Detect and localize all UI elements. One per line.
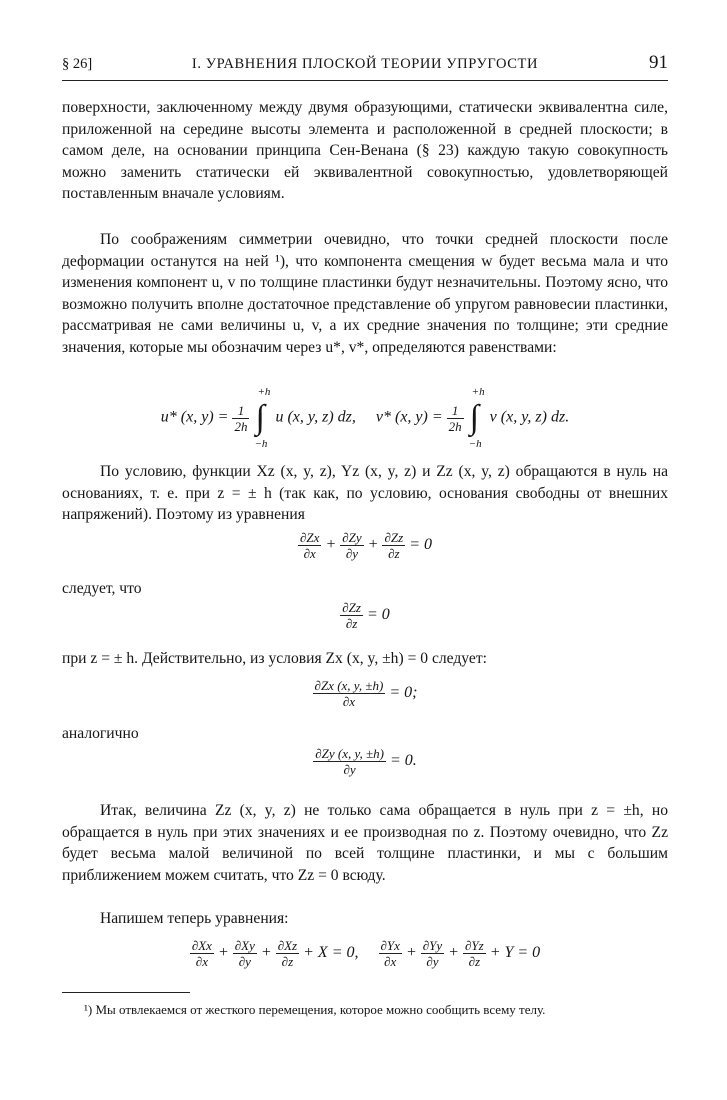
- plus-sign: +: [325, 536, 337, 554]
- eq6-b3-den: ∂z: [468, 954, 481, 969]
- plus-sign: +: [405, 944, 417, 962]
- eq5-num: ∂Zy (x, y, ±h): [315, 746, 384, 761]
- paragraph-8: Напишем теперь уравнения:: [100, 910, 289, 927]
- eq6-b2: [421, 938, 444, 969]
- eq6-a3-num: ∂Xz: [277, 938, 298, 953]
- eq2-rhs: = 0: [409, 536, 432, 554]
- integral-upper-limit-v: +h: [471, 386, 485, 398]
- eq4-rhs: = 0;: [389, 684, 418, 702]
- eq6-a3-den: ∂z: [281, 954, 294, 969]
- section-reference: § 26]: [62, 56, 93, 72]
- eq2-t1-den: ∂x: [303, 546, 316, 561]
- equation-averages: [62, 386, 668, 450]
- eq1-fraction-u: [232, 403, 249, 434]
- eq1-integrand-u: u (x, y, z) dz,: [275, 408, 356, 426]
- eq2-t2-den: ∂y: [345, 546, 359, 561]
- eq1-lhs-u: u* (x, y) =: [160, 408, 229, 426]
- plus-sign: +: [260, 944, 272, 962]
- eq2-t3-den: ∂z: [388, 546, 400, 561]
- paragraph-2: По соображениям симметрии очевидно, что точки средней плоскости после деформации останутся на ней ¹), что компонента смещения w будет весьма мала и что изменения компонент u, v по толщине пластинки будут незначительны. Поэтому ясно, что возможно получить вполне достаточное представление об упругом равновесии пластинки, рассматривая не сами величины u, v, а их средние значения по толщине; эти средние значения, которые мы обозначим через u*, v*, определяются равенствами:: [62, 231, 668, 356]
- paragraph-3: По условию, функции Xz (x, y, z), Yz (x, y, z) и Zz (x, y, z) обращаются в нуль на основаниях, т. е. при z = ± h (так как, по условию, основания свободны от внешних напряжений). Поэтому из уравнения: [62, 463, 668, 523]
- equation-dzz: [62, 600, 668, 631]
- eq2-term-3: [382, 530, 405, 561]
- eq2-t3-num: ∂Zz: [384, 530, 404, 545]
- integral-lower-limit: −h: [254, 438, 268, 450]
- eq6-b1: [379, 938, 402, 969]
- equation-dzy: [62, 746, 668, 777]
- paragraph-1: поверхности, заключенному между двумя образующими, статически эквивалентна силе, приложенной на середине высоты элемента и расположенной в средней плоскости; в самом деле, на основании принципа Сен-Венана (§ 23) каждую такую совокупность можно заменить статически ей эквивалентной совокупностью, удовлетворяющей поставленным вначале условиям.: [62, 99, 668, 202]
- paragraph-5: при z = ± h. Действительно, из условия Zx (x, y, ±h) = 0 следует:: [62, 650, 487, 667]
- equation-equilibrium-xy: [62, 938, 668, 969]
- eq2-term-2: [340, 530, 363, 561]
- integral-sign-v: +h ∫ −h: [468, 386, 485, 450]
- eq1-frac-num-v: 1: [447, 403, 464, 419]
- running-header: [62, 52, 668, 74]
- paragraph-6: аналогично: [62, 725, 139, 742]
- eq1-fraction-v: [447, 403, 464, 434]
- eq5-den: ∂y: [343, 762, 356, 777]
- eq4-den: ∂x: [342, 694, 356, 709]
- eq6-a2-den: ∂y: [238, 954, 251, 969]
- integral-lower-limit-v: −h: [468, 438, 482, 450]
- eq3-num: ∂Zz: [342, 600, 361, 615]
- footnote-rule: [62, 992, 190, 993]
- eq6-a3: [276, 938, 299, 969]
- paragraph-4: следует, что: [62, 580, 142, 597]
- eq4-num: ∂Zx (x, y, ±h): [314, 678, 384, 693]
- plus-sign: +: [217, 944, 229, 962]
- eq1-frac-den: 2h: [234, 418, 248, 434]
- eq2-t1-num: ∂Zx: [300, 530, 320, 545]
- eq6-a1: [190, 938, 214, 969]
- eq6-a1-num: ∂Xx: [191, 938, 212, 953]
- eq6-b3: [463, 938, 486, 969]
- eq3-fraction: [340, 600, 363, 631]
- eq1-lhs-v: v* (x, y) =: [375, 408, 443, 426]
- eq3-den: ∂z: [345, 616, 358, 631]
- chapter-title: I. УРАВНЕНИЯ ПЛОСКОЙ ТЕОРИИ УПРУГОСТИ: [191, 56, 539, 72]
- eq1-integrand-v: v (x, y, z) dz.: [489, 408, 570, 426]
- page-number: 91: [649, 52, 668, 73]
- eq6-a2-num: ∂Xy: [234, 938, 255, 953]
- eq2-t2-num: ∂Zy: [342, 530, 362, 545]
- eq6-b1-den: ∂x: [384, 954, 397, 969]
- equation-equilibrium-z: [62, 530, 668, 561]
- paragraph-7: Итак, величина Zz (x, y, z) не только сама обращается в нуль при z = ±h, но обращается в нуль при этих значениях и ее производная по z. Поэтому очевидно, что Zz будет весьма малой величиной по всей толщине пластинки, и мы с большим приближением можем считать, что Zz = 0 всюду.: [62, 802, 668, 884]
- eq5-rhs: = 0.: [390, 752, 417, 770]
- plus-sign: +: [448, 944, 459, 962]
- eq6-b1-num: ∂Yx: [380, 938, 400, 953]
- eq4-fraction: [313, 678, 386, 709]
- eq6-b-rhs: + Y = 0: [489, 944, 541, 962]
- eq1-frac-num: 1: [232, 403, 249, 419]
- eq6-a2: [233, 938, 257, 969]
- eq6-a1-den: ∂x: [195, 954, 208, 969]
- eq3-rhs: = 0: [366, 606, 390, 624]
- eq6-a-rhs: + X = 0,: [303, 944, 359, 962]
- eq6-b2-num: ∂Yy: [422, 938, 443, 953]
- plus-sign: +: [367, 536, 379, 554]
- integral-sign-u: +h ∫ −h: [254, 386, 271, 450]
- header-rule: [62, 80, 668, 81]
- eq6-b3-num: ∂Yz: [464, 938, 484, 953]
- eq5-fraction: [313, 746, 386, 777]
- footnote: ¹) Мы отвлекаемся от жесткого перемещения, которое можно сообщить всему телу.: [84, 1002, 546, 1017]
- eq2-term-1: [298, 530, 321, 561]
- equation-dzx: [62, 678, 668, 709]
- eq1-frac-den-v: 2h: [448, 418, 462, 434]
- eq6-b2-den: ∂y: [426, 954, 439, 969]
- integral-upper-limit: +h: [257, 386, 271, 398]
